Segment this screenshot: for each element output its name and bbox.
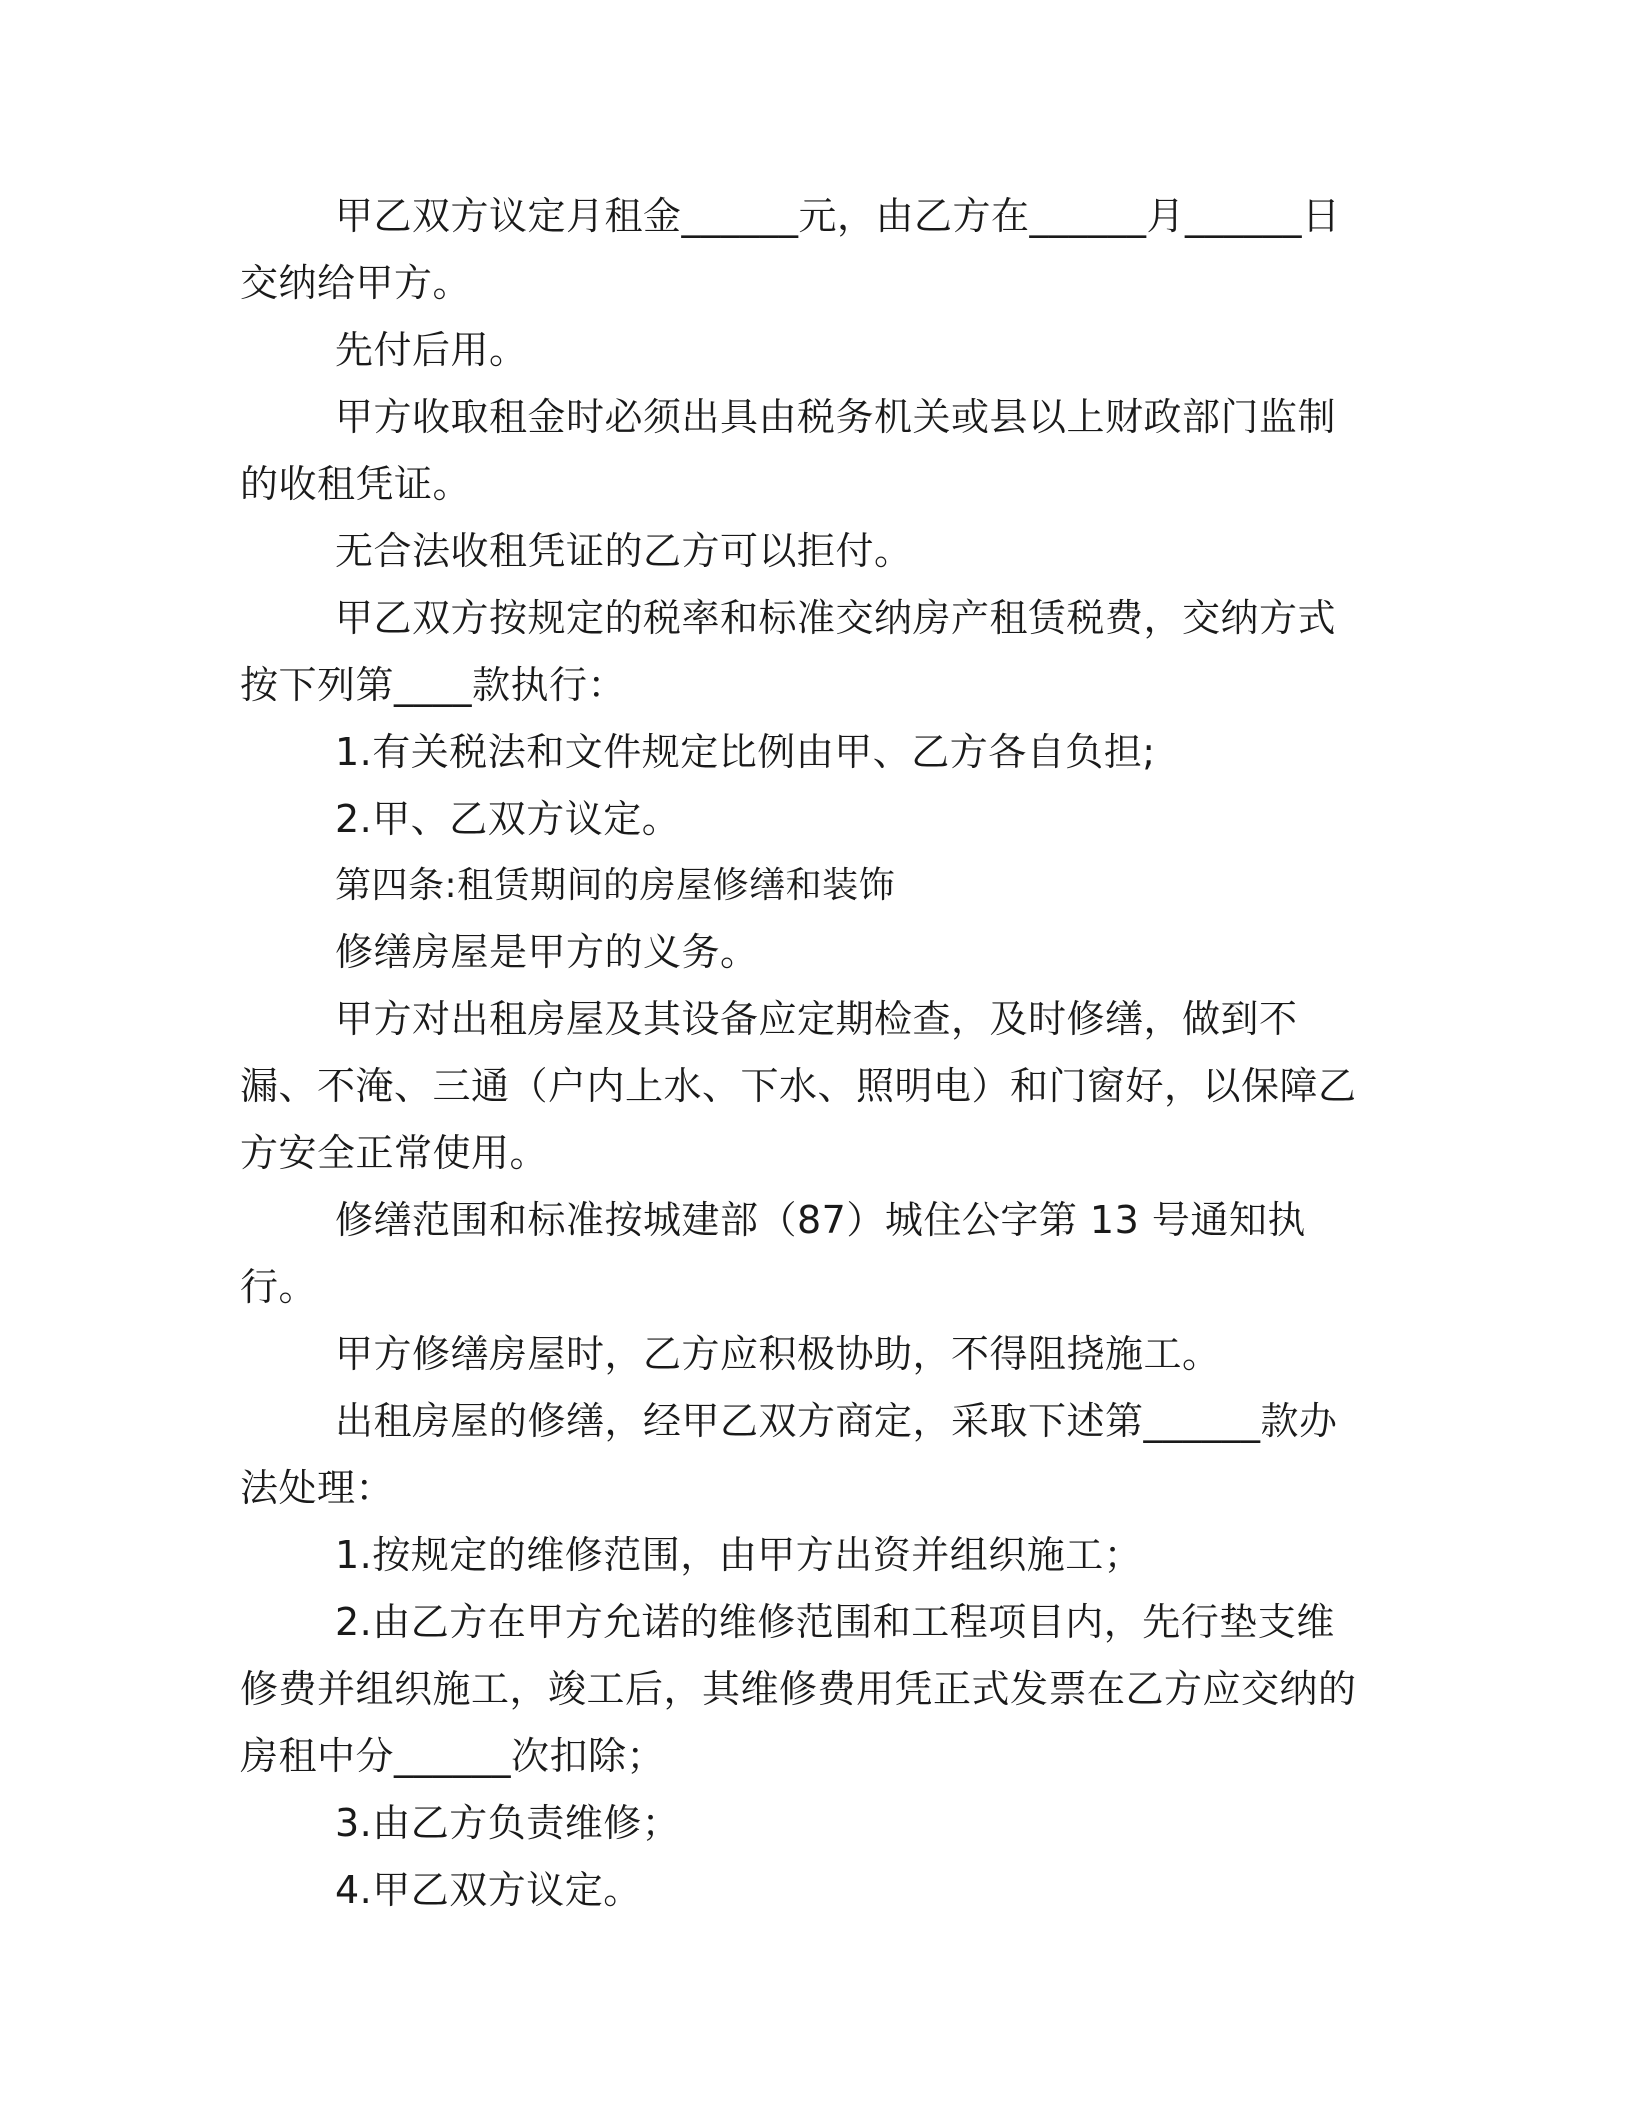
paragraph-repair-option-4: 4.甲乙双方议定。 bbox=[335, 1868, 642, 1912]
paragraph-repair-standard: 修缮范围和标准按城建部（87）城住公字第 13 号通知执行。 bbox=[240, 1198, 1306, 1309]
paragraph-inspection: 甲方对出租房屋及其设备应定期检查，及时修缮，做到不漏、不淹、三通（户内上水、下水、照明电）和门窗好，以保障乙方安全正常使用。 bbox=[240, 997, 1357, 1175]
section-heading-article-4: 第四条:租赁期间的房屋修缮和装饰 bbox=[335, 865, 896, 906]
paragraph-rent-receipt: 甲方收取租金时必须出具由税务机关或县以上财政部门监制的收租凭证。 bbox=[240, 395, 1337, 506]
paragraph-prepay: 先付后用。 bbox=[335, 328, 528, 372]
paragraph-rent-amount: 甲乙双方议定月租金______元，由乙方在______月______日交纳给甲方。 bbox=[240, 194, 1341, 305]
paragraph-tax-fees: 甲乙双方按规定的税率和标准交纳房产租赁税费，交纳方式按下列第____款执行： bbox=[240, 596, 1337, 707]
paragraph-tax-option-2: 2.甲、乙双方议定。 bbox=[335, 797, 681, 841]
paragraph-repair-option-3: 3.由乙方负责维修； bbox=[335, 1801, 681, 1845]
paragraph-repair-duty: 修缮房屋是甲方的义务。 bbox=[335, 930, 759, 974]
paragraph-repair-method: 出租房屋的修缮，经甲乙双方商定，采取下述第______款办法处理： bbox=[240, 1399, 1338, 1510]
paragraph-refuse-payment: 无合法收租凭证的乙方可以拒付。 bbox=[335, 529, 913, 573]
document-body bbox=[240, 183, 1370, 1924]
paragraph-repair-option-2: 2.由乙方在甲方允诺的维修范围和工程项目内，先行垫支维修费并组织施工，竣工后，其维修费用凭正式发票在乙方应交纳的房租中分______次扣除； bbox=[240, 1600, 1357, 1778]
paragraph-repair-option-1: 1.按规定的维修范围，由甲方出资并组织施工； bbox=[335, 1533, 1143, 1577]
paragraph-tax-option-1: 1.有关税法和文件规定比例由甲、乙方各自负担; bbox=[335, 730, 1156, 774]
paragraph-cooperation: 甲方修缮房屋时，乙方应积极协助，不得阻挠施工。 bbox=[335, 1332, 1221, 1376]
